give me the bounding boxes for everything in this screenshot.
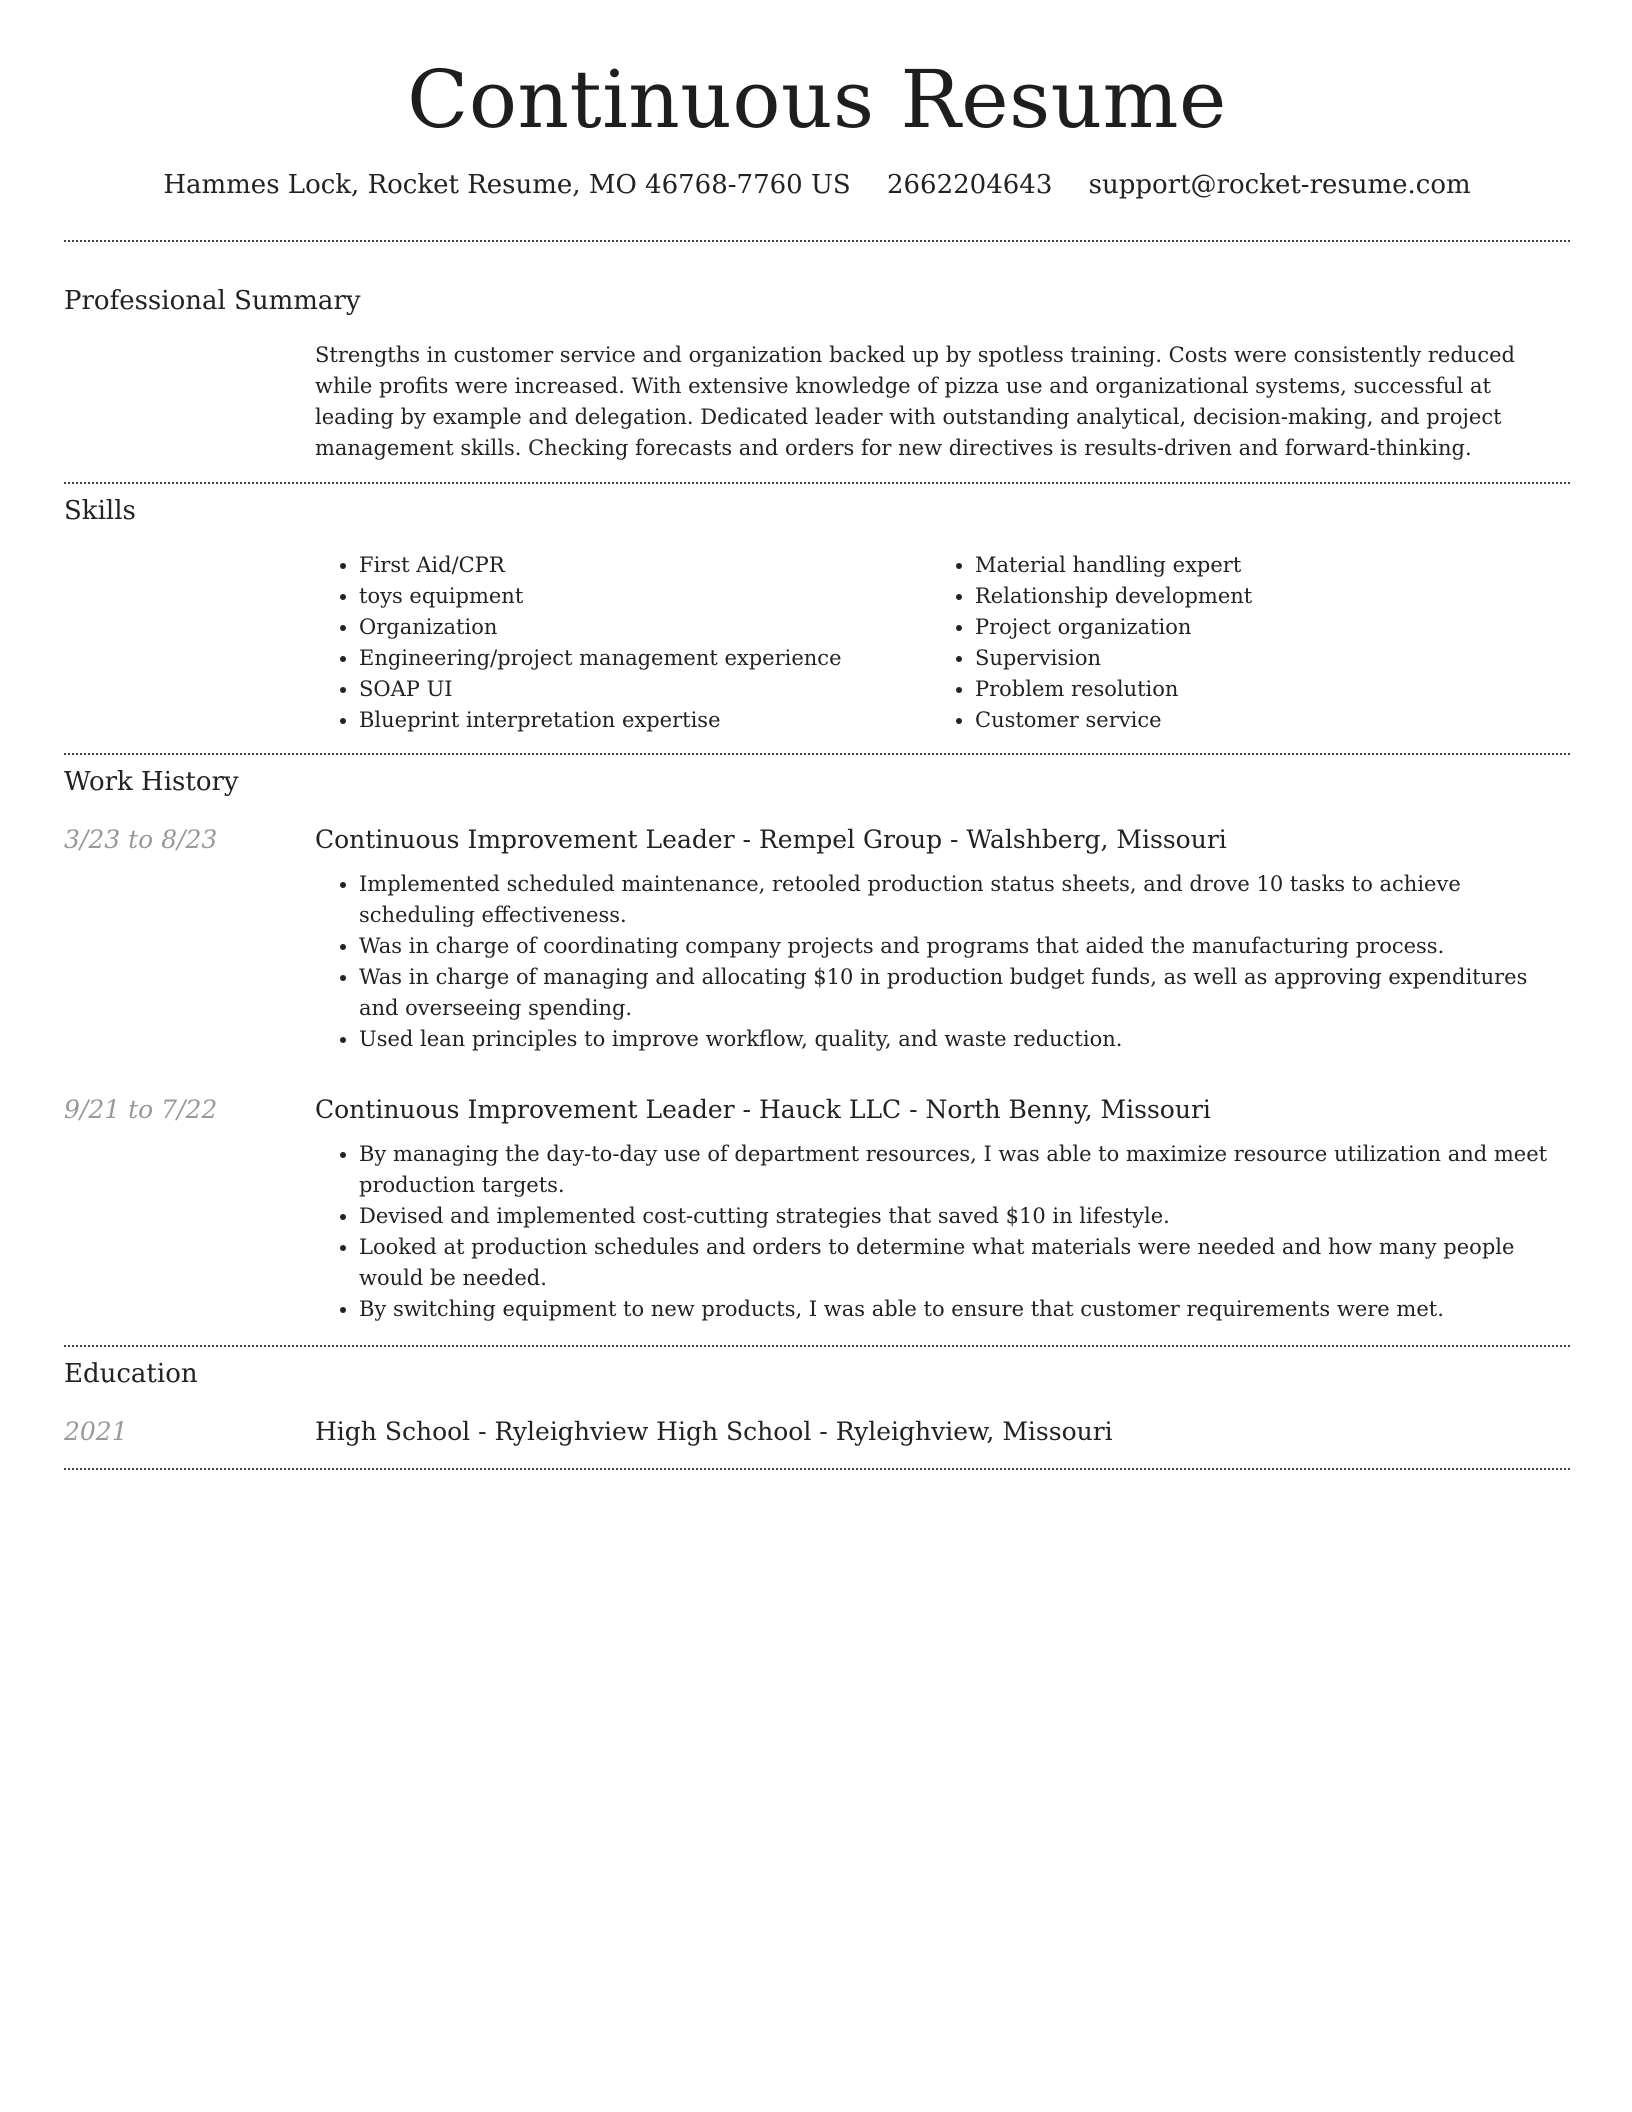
- job-dates: 3/23 to 8/23: [64, 825, 218, 854]
- job-entry: [315, 1093, 1570, 1325]
- skill-item: • Problem resolution: [975, 674, 1547, 705]
- job-bullets: [315, 869, 1570, 1055]
- skills-list-left: [315, 550, 931, 736]
- divider: [64, 753, 1570, 755]
- skills-body: [315, 550, 1570, 736]
- skill-item: • Blueprint interpretation expertise: [359, 705, 931, 736]
- divider: [64, 1468, 1570, 1470]
- contact-email: support@rocket-resume.com: [1088, 170, 1471, 200]
- job-bullet: • By switching equipment to new products, I was able to ensure that customer requirements were met.: [359, 1294, 1570, 1325]
- skills-grid: [315, 550, 1570, 736]
- contact-address: Hammes Lock, Rocket Resume, MO 46768-7760 US: [163, 170, 851, 200]
- summary-body: [315, 340, 1570, 464]
- job-bullets: [315, 1139, 1570, 1325]
- job-entry: [315, 823, 1570, 1055]
- education-entry: [315, 1415, 1570, 1449]
- skill-item: • SOAP UI: [359, 674, 931, 705]
- job-bullet: • Was in charge of coordinating company projects and programs that aided the manufacturing process.: [359, 931, 1570, 962]
- job-heading: Continuous Improvement Leader - Rempel Group - Walshberg, Missouri: [315, 825, 1227, 854]
- job-heading: Continuous Improvement Leader - Hauck LLC - North Benny, Missouri: [315, 1095, 1211, 1124]
- education-year: 2021: [64, 1417, 128, 1446]
- divider: [64, 1345, 1570, 1347]
- skill-item: • Supervision: [975, 643, 1547, 674]
- job-bullet: • Was in charge of managing and allocating $10 in production budget funds, as well as approving expenditures and overseeing spending.: [359, 962, 1570, 1024]
- divider: [64, 482, 1570, 484]
- skill-item: • Engineering/project management experience: [359, 643, 931, 674]
- divider: [64, 240, 1570, 242]
- education-heading: High School - Ryleighview High School - Ryleighview, Missouri: [315, 1417, 1113, 1446]
- job-bullet: • Looked at production schedules and orders to determine what materials were needed and how many people would be needed.: [359, 1232, 1570, 1294]
- job-dates: 9/21 to 7/22: [64, 1095, 218, 1124]
- job-bullet: • Implemented scheduled maintenance, retooled production status sheets, and drove 10 tasks to achieve scheduling effectiveness.: [359, 869, 1570, 931]
- summary-text: Strengths in customer service and organization backed up by spotless training. Costs were consistently reduced while profits were increased. With extensive knowledge of pizza use and organizational systems, successful at leading by example and delegation. Dedicated leader with outstanding analytical, decision-making, and project management skills. Checking forecasts and orders for new directives is results-driven and forward-thinking.: [315, 343, 1515, 460]
- contact-line: [64, 168, 1570, 202]
- contact-phone: 2662204643: [886, 170, 1053, 200]
- skill-item: • First Aid/CPR: [359, 550, 931, 581]
- skill-item: • Relationship development: [975, 581, 1547, 612]
- job-bullet: • Used lean principles to improve workflow, quality, and waste reduction.: [359, 1024, 1570, 1055]
- skill-item: • Organization: [359, 612, 931, 643]
- job-bullet: • Devised and implemented cost-cutting strategies that saved $10 in lifestyle.: [359, 1201, 1570, 1232]
- section-title-skills: Skills: [64, 496, 136, 526]
- section-title-education: Education: [64, 1359, 198, 1389]
- skill-item: • Material handling expert: [975, 550, 1547, 581]
- skill-item: • Project organization: [975, 612, 1547, 643]
- skills-list-right: [931, 550, 1547, 736]
- section-title-work: Work History: [64, 767, 239, 797]
- resume-name: Continuous Resume: [407, 53, 1227, 146]
- job-bullet: • By managing the day-to-day use of department resources, I was able to maximize resource utilization and meet production targets.: [359, 1139, 1570, 1201]
- skill-item: • Customer service: [975, 705, 1547, 736]
- section-title-summary: Professional Summary: [64, 286, 361, 316]
- skill-item: • toys equipment: [359, 581, 931, 612]
